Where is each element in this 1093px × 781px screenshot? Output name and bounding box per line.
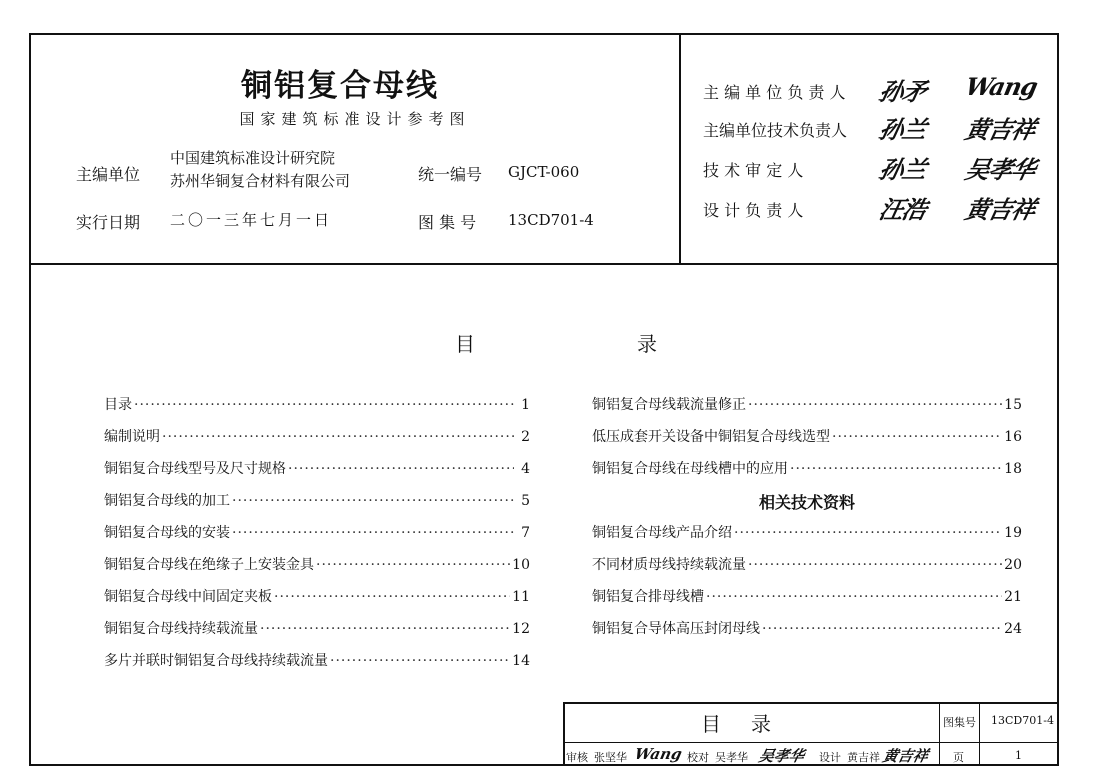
toc-entry-title: 铜铝复合导体高压封闭母线 [592,621,760,637]
toc-leader [734,525,1002,541]
responsible-signature-1a: 孙矛 [876,77,929,106]
toc-entry-title: 不同材质母线持续载流量 [592,557,746,573]
atlas-label: 图集号 [943,716,976,729]
toc-leader [762,621,1002,637]
toc-leader [706,589,1002,605]
toc-entry-page: 15 [1004,397,1022,413]
page-label: 页 [953,751,964,764]
atlas-number-label: 图 集 号 [418,213,477,232]
design-label: 设计 [819,751,841,764]
review-name: 张坚华 [594,751,627,764]
toc-entry[interactable] [104,586,530,618]
toc-entry-page: 16 [1004,429,1022,445]
toc-leader [316,557,510,573]
toc-entry[interactable] [592,522,1022,554]
toc-leader [748,557,1002,573]
related-materials-heading: 相关技术资料 [758,493,855,512]
toc-leader [162,429,514,445]
toc-entry-page: 7 [521,525,530,541]
toc-entry[interactable] [104,618,530,650]
responsible-signature-3a: 孙兰 [876,155,929,184]
responsible-role-1: 主 编 单 位 负 责 人 [703,83,846,102]
chief-unit-line-2: 苏州华铜复合材料有限公司 [170,172,351,190]
toc-entry-page: 20 [1004,557,1022,573]
toc-leader [790,461,1002,477]
toc-heading-left: 目 [455,332,475,356]
responsible-role-3: 技 术 审 定 人 [703,161,804,180]
toc-entry[interactable] [592,554,1022,586]
toc-left-column [104,394,530,682]
atlas-value: 13CD701-4 [991,714,1054,727]
title-block-border-top [563,702,1059,704]
responsible-signature-4a: 汪浩 [876,195,929,224]
toc-leader [288,461,514,477]
check-name: 吴孝华 [715,751,748,764]
title-block-col-divider-1 [939,702,940,766]
toc-entry-title: 编制说明 [104,429,160,445]
toc-entry[interactable] [592,394,1022,426]
toc-leader [832,429,1002,445]
toc-entry[interactable] [592,618,1022,650]
toc-entry-title: 多片并联时铜铝复合母线持续载流量 [104,653,328,669]
toc-entry[interactable] [104,522,530,554]
design-signature: 黄吉祥 [880,747,930,765]
check-label: 校对 [687,751,709,764]
toc-entry[interactable] [592,586,1022,618]
toc-entry-title: 铜铝复合母线载流量修正 [592,397,746,413]
unified-number-value: GJCT-060 [508,163,580,181]
design-name: 黄吉祥 [847,751,880,764]
toc-leader [134,397,514,413]
responsible-signature-3b: 吴孝华 [962,155,1038,184]
header-divider [29,263,1059,265]
toc-leader [274,589,510,605]
document-title: 铜铝复合母线 [241,68,439,104]
page-value: 1 [1015,749,1022,762]
toc-entry-page: 10 [512,557,530,573]
toc-entry-page: 24 [1004,621,1022,637]
responsible-signature-1b: Wang [962,72,1040,101]
chief-unit-label: 主编单位 [76,165,141,184]
toc-entry[interactable] [104,458,530,490]
toc-entry-page: 4 [521,461,530,477]
toc-entry-page: 5 [521,493,530,509]
toc-entry-page: 1 [521,397,530,413]
toc-leader [232,525,514,541]
toc-entry[interactable] [592,426,1022,458]
toc-entry-title: 铜铝复合母线中间固定夹板 [104,589,272,605]
toc-leader [330,653,510,669]
sheet-title: 目录 [701,712,801,736]
title-block [563,702,1059,766]
responsible-signature-2a: 孙兰 [876,115,929,144]
toc-entry-title: 铜铝复合母线产品介绍 [592,525,732,541]
implementation-date-value: 二〇一三年七月一日 [170,211,333,229]
toc-entry-page: 18 [1004,461,1022,477]
document-subtitle: 国家建筑标准设计参考图 [239,110,471,128]
toc-entry-title: 铜铝复合母线在绝缘子上安装金具 [104,557,314,573]
toc-entry[interactable] [104,426,530,458]
toc-entry[interactable] [104,554,530,586]
toc-entry-title: 铜铝复合母线在母线槽中的应用 [592,461,788,477]
title-block-col-divider-2 [979,702,980,766]
toc-entry[interactable] [104,394,530,426]
toc-entry-title: 低压成套开关设备中铜铝复合母线选型 [592,429,830,445]
implementation-date-label: 实行日期 [76,213,141,232]
toc-right-column [592,394,1022,650]
toc-entry[interactable] [104,490,530,522]
toc-entry-page: 19 [1004,525,1022,541]
toc-entry-title: 铜铝复合母线型号及尺寸规格 [104,461,286,477]
review-signature: Wang [633,745,684,763]
responsible-role-2: 主编单位技术负责人 [703,121,848,140]
toc-leader [232,493,514,509]
title-block-row-divider [563,742,1059,743]
toc-entry-page: 12 [512,621,530,637]
toc-entry-page: 2 [521,429,530,445]
toc-entry-page: 21 [1004,589,1022,605]
toc-entry-title: 铜铝复合母线的加工 [104,493,230,509]
responsible-role-4: 设 计 负 责 人 [703,201,804,220]
review-label: 审核 [566,751,588,764]
responsible-signature-4b: 黄吉祥 [962,195,1038,224]
unified-number-label: 统一编号 [418,165,483,184]
toc-entry[interactable] [592,458,1022,490]
toc-entry-title: 铜铝复合排母线槽 [592,589,704,605]
toc-entry-title: 铜铝复合母线的安装 [104,525,230,541]
toc-leader [260,621,510,637]
chief-unit-line-1: 中国建筑标准设计研究院 [170,149,336,167]
toc-entry-page: 11 [512,589,530,605]
toc-leader [748,397,1002,413]
toc-entry-title: 铜铝复合母线持续载流量 [104,621,258,637]
toc-entry[interactable] [104,650,530,682]
check-signature: 吴孝华 [756,747,806,765]
toc-heading-right: 录 [637,332,657,356]
toc-entry-title: 目录 [104,397,132,413]
toc-entry-page: 14 [512,653,530,669]
atlas-number-value: 13CD701-4 [508,211,594,229]
responsible-signature-2b: 黄吉祥 [962,115,1038,144]
